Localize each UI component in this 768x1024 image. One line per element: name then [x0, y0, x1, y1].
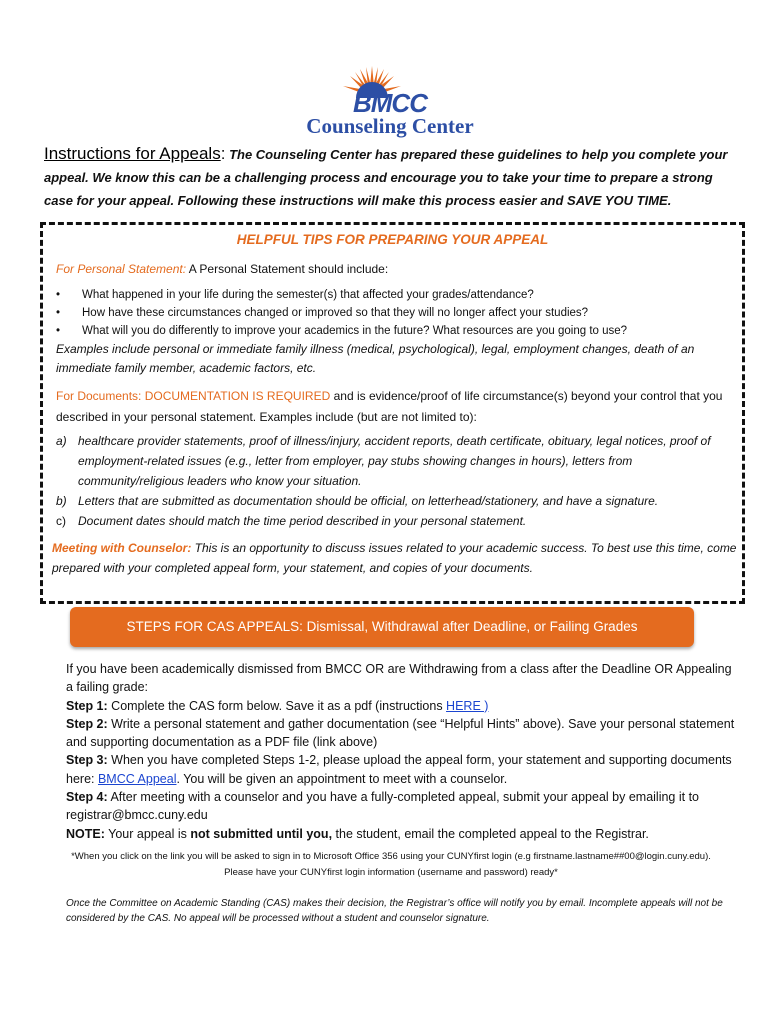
documents-list — [56, 431, 738, 531]
step-1 — [66, 697, 736, 715]
note-text: Your appeal is — [104, 826, 191, 841]
intro-colon: : — [220, 144, 226, 163]
bullet-text: What will you do differently to improve your academics in the future? What resources are you going to use? — [82, 325, 628, 337]
login-note: *When you click on the link you will be asked to sign in to Microsoft Office 356 using your CUNYfirst login (e.g firstname.lastname##00@login.cuny.edu). Please have your CUNYfirst login information (username and password) ready* — [71, 851, 711, 878]
bullet-icon: • — [56, 325, 61, 337]
bullet-icon: • — [56, 289, 61, 301]
footer-note: Once the Committee on Academic Standing (CAS) makes their decision, the Registrar’s office will notify you by email. Incomplete appeals will not be considered by the CAS. No appeal will be processed without a student and counselor signature. — [66, 898, 723, 924]
logo-subtitle: Counseling Center — [306, 114, 474, 138]
meeting-paragraph — [52, 538, 742, 578]
bmcc-logo — [300, 62, 480, 140]
documents-line — [56, 386, 741, 428]
step-2 — [66, 715, 736, 752]
list-item — [56, 431, 738, 491]
personal-statement-label: For Personal Statement: — [56, 262, 187, 276]
note-label: NOTE: — [66, 826, 105, 841]
step-label: Step 2: — [66, 716, 108, 731]
intro-paragraph — [44, 142, 734, 212]
step-text: . You will be given an appointment to meet with a counselor. — [176, 771, 508, 786]
step-3 — [66, 751, 736, 788]
steps-body — [66, 660, 736, 843]
list-text: Letters that are submitted as documentation should be official, on letterhead/stationery, and have a signature. — [78, 494, 659, 508]
step-text: Complete the CAS form below. Save it as a pdf (instructions — [107, 698, 447, 713]
steps-banner-label: STEPS FOR CAS APPEALS: Dismissal, Withdrawal after Deadline, or Failing Grades — [126, 619, 638, 634]
personal-statement-line — [56, 262, 388, 276]
step-text: After meeting with a counselor and you have a fully-completed appeal, submit your appeal by emailing it to registrar@bmcc.cuny.edu — [66, 790, 699, 823]
step-4 — [66, 788, 736, 825]
list-item — [56, 511, 738, 531]
note-bold: not submitted until you, — [190, 826, 333, 841]
bullet-text: How have these circumstances changed or improved so that they will no longer affect your studies? — [82, 307, 589, 319]
meeting-label: Meeting with Counselor: — [52, 541, 192, 555]
documents-text: and is evidence/proof of life circumstance(s) beyond your control that you described in your personal statement. Examples include (but are not limited to): — [56, 389, 723, 424]
list-text: healthcare provider statements, proof of illness/injury, accident reports, death certificate, obituary, legal notices, proof of employment-related issues (e.g., letter from employer, pay stubs showing changes in hours), letters from community/religious leaders who know your situation. — [78, 434, 711, 488]
list-item — [56, 322, 627, 340]
step-text: When you have completed Steps 1-2, please upload the appeal form, your statement and supporting documents here: — [66, 753, 732, 786]
tips-title: HELPFUL TIPS FOR PREPARING YOUR APPEAL — [236, 232, 549, 247]
intro-text: The Counseling Center has prepared these guidelines to help you complete your appeal. We know this can be a challenging process and encourage you to take your time to prepare a strong case for your appeal. Following these instructions will make this process easier and SAVE YOU TIME. — [44, 147, 728, 208]
note-text: the student, email the completed appeal to the Registrar. — [332, 826, 649, 841]
steps-intro: If you have been academically dismissed from BMCC OR are Withdrawing from a class after the Deadline OR Appealing a failing grade: — [66, 662, 732, 695]
list-item — [56, 304, 627, 322]
list-marker: b) — [56, 494, 67, 508]
personal-statement-text: A Personal Statement should include: — [186, 262, 389, 276]
steps-banner — [70, 607, 694, 647]
list-item — [56, 491, 738, 511]
bullet-text: What happened in your life during the semester(s) that affected your grades/attendance? — [82, 289, 534, 301]
personal-statement-examples: Examples include personal or immediate family illness (medical, psychological), legal, employment changes, death of an immediate family member, academic factors, etc. — [56, 342, 695, 375]
intro-heading: Instructions for Appeals — [44, 144, 221, 163]
instructions-link[interactable]: HERE ) — [446, 698, 489, 713]
step-label: Step 1: — [66, 698, 108, 713]
personal-statement-bullets — [56, 286, 627, 340]
meeting-text: This is an opportunity to discuss issues related to your academic success. To best use this time, come prepared with your completed appeal form, your statement, and copies of your documents. — [52, 541, 737, 575]
step-label: Step 4: — [66, 790, 108, 805]
list-item — [56, 286, 627, 304]
list-marker: c) — [56, 514, 66, 528]
step-text: Write a personal statement and gather documentation (see “Helpful Hints” above). Save your personal statement and supporting documentation as a PDF file (link above) — [66, 716, 735, 750]
bullet-icon: • — [56, 307, 61, 319]
note — [66, 825, 736, 843]
list-text: Document dates should match the time period described in your personal statement. — [78, 514, 527, 528]
documents-label: For Documents: DOCUMENTATION IS REQUIRED — [56, 389, 331, 403]
step-label: Step 3: — [66, 753, 108, 768]
logo-brand-text: BMCC — [353, 88, 427, 118]
bmcc-appeal-link[interactable]: BMCC Appeal — [97, 771, 177, 786]
list-marker: a) — [56, 434, 67, 448]
